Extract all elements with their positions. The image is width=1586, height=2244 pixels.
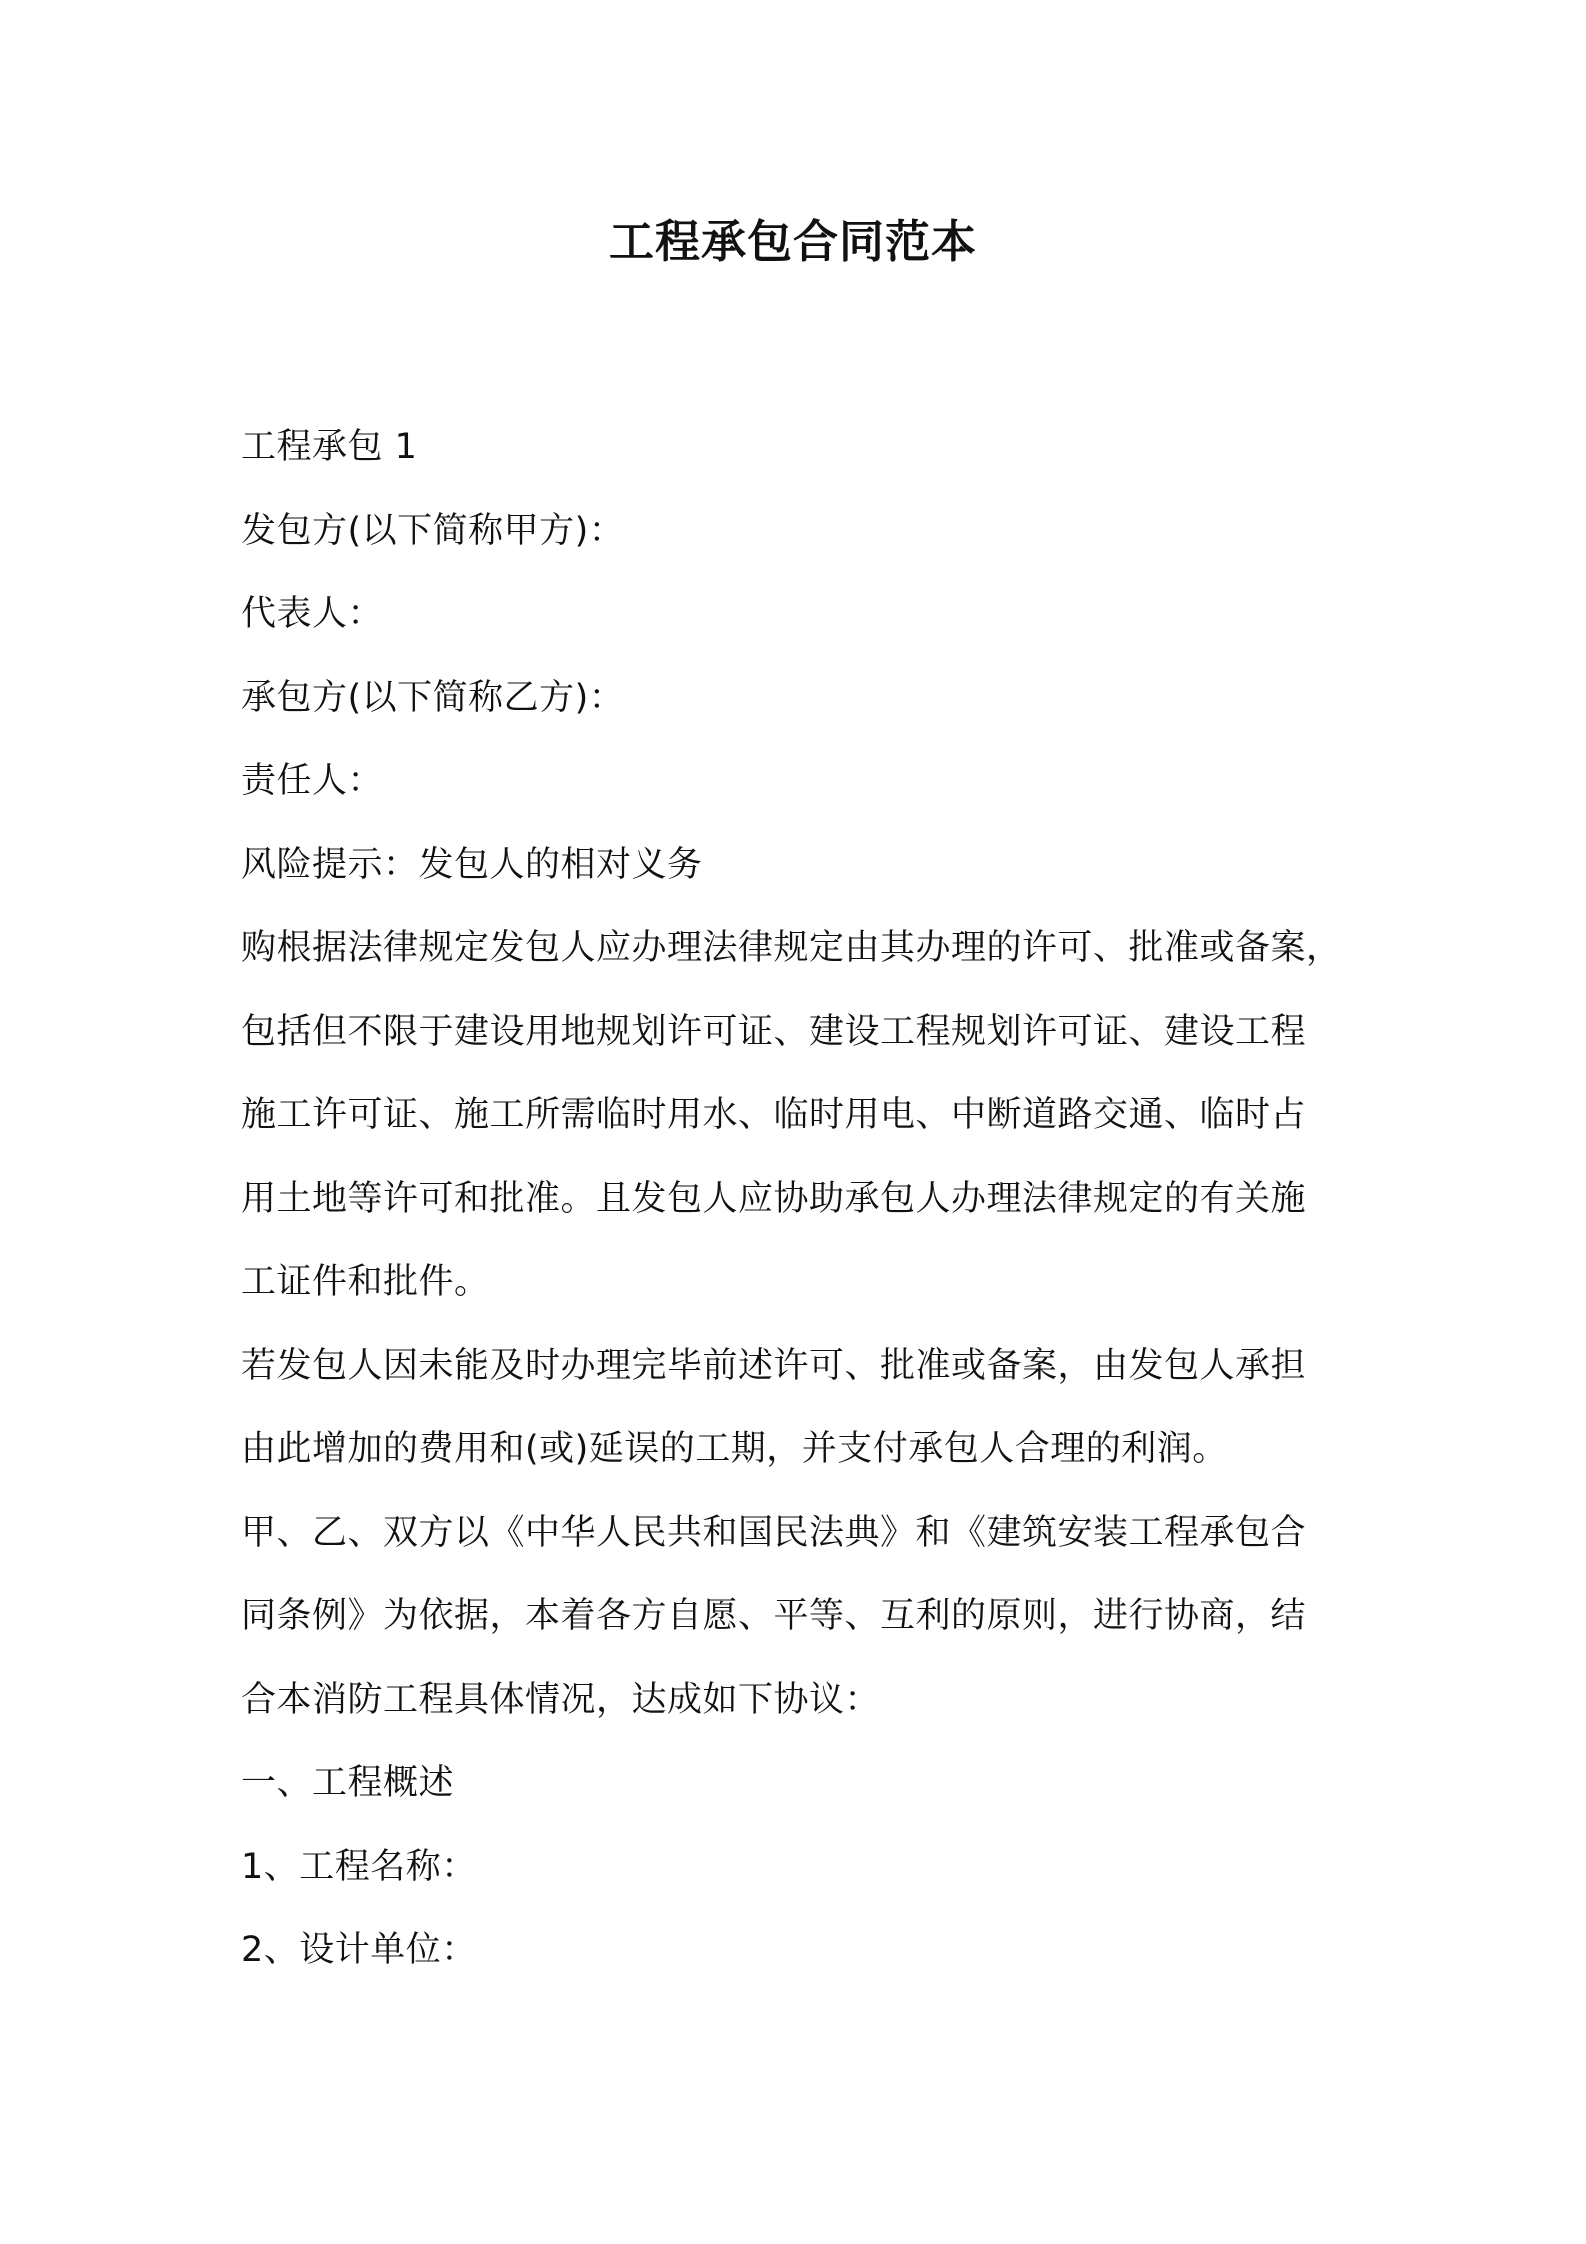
paragraph-line: 甲、乙、双方以《中华人民共和国民法典》和《建筑安装工程承包合 xyxy=(241,1512,1307,1553)
document-body xyxy=(241,406,1361,1993)
paragraph-line: 施工许可证、施工所需临时用水、临时用电、中断道路交通、临时占 xyxy=(241,1095,1307,1135)
document-title: 工程承包合同范本 xyxy=(608,215,977,268)
party-a-line: 发包方(以下简称甲方)： xyxy=(241,510,625,551)
project-name-line: 1、工程名称： xyxy=(241,1846,477,1887)
paragraph-line: 工证件和批件。 xyxy=(241,1262,490,1302)
paragraph-line: 包括但不限于建设用地规划许可证、建设工程规划许可证、建设工程 xyxy=(241,1011,1307,1052)
paragraph-line: 由此增加的费用和(或)延误的工期，并支付承包人合理的利润。 xyxy=(241,1429,1228,1469)
paragraph-line: 若发包人因未能及时办理完毕前述许可、批准或备案，由发包人承担 xyxy=(241,1345,1307,1386)
paragraph-line: 合本消防工程具体情况，达成如下协议： xyxy=(241,1679,881,1720)
risk-notice-line: 风险提示：发包人的相对义务 xyxy=(241,844,703,885)
party-b-line: 承包方(以下简称乙方)： xyxy=(241,677,625,718)
responsible-person-line: 责任人： xyxy=(241,761,384,801)
paragraph-line: 用土地等许可和批准。且发包人应协助承包人办理法律规定的有关施 xyxy=(241,1178,1307,1219)
representative-line: 代表人： xyxy=(241,594,384,634)
section-heading: 工程承包 1 xyxy=(241,427,418,467)
design-unit-line: 2、设计单位： xyxy=(241,1930,477,1970)
paragraph-line: 购根据法律规定发包人应办理法律规定由其办理的许可、批准或备案， xyxy=(241,928,1342,968)
section-overview-heading: 一、工程概述 xyxy=(241,1763,455,1803)
paragraph-line: 同条例》为依据，本着各方自愿、平等、互利的原则，进行协商，结 xyxy=(241,1596,1307,1636)
